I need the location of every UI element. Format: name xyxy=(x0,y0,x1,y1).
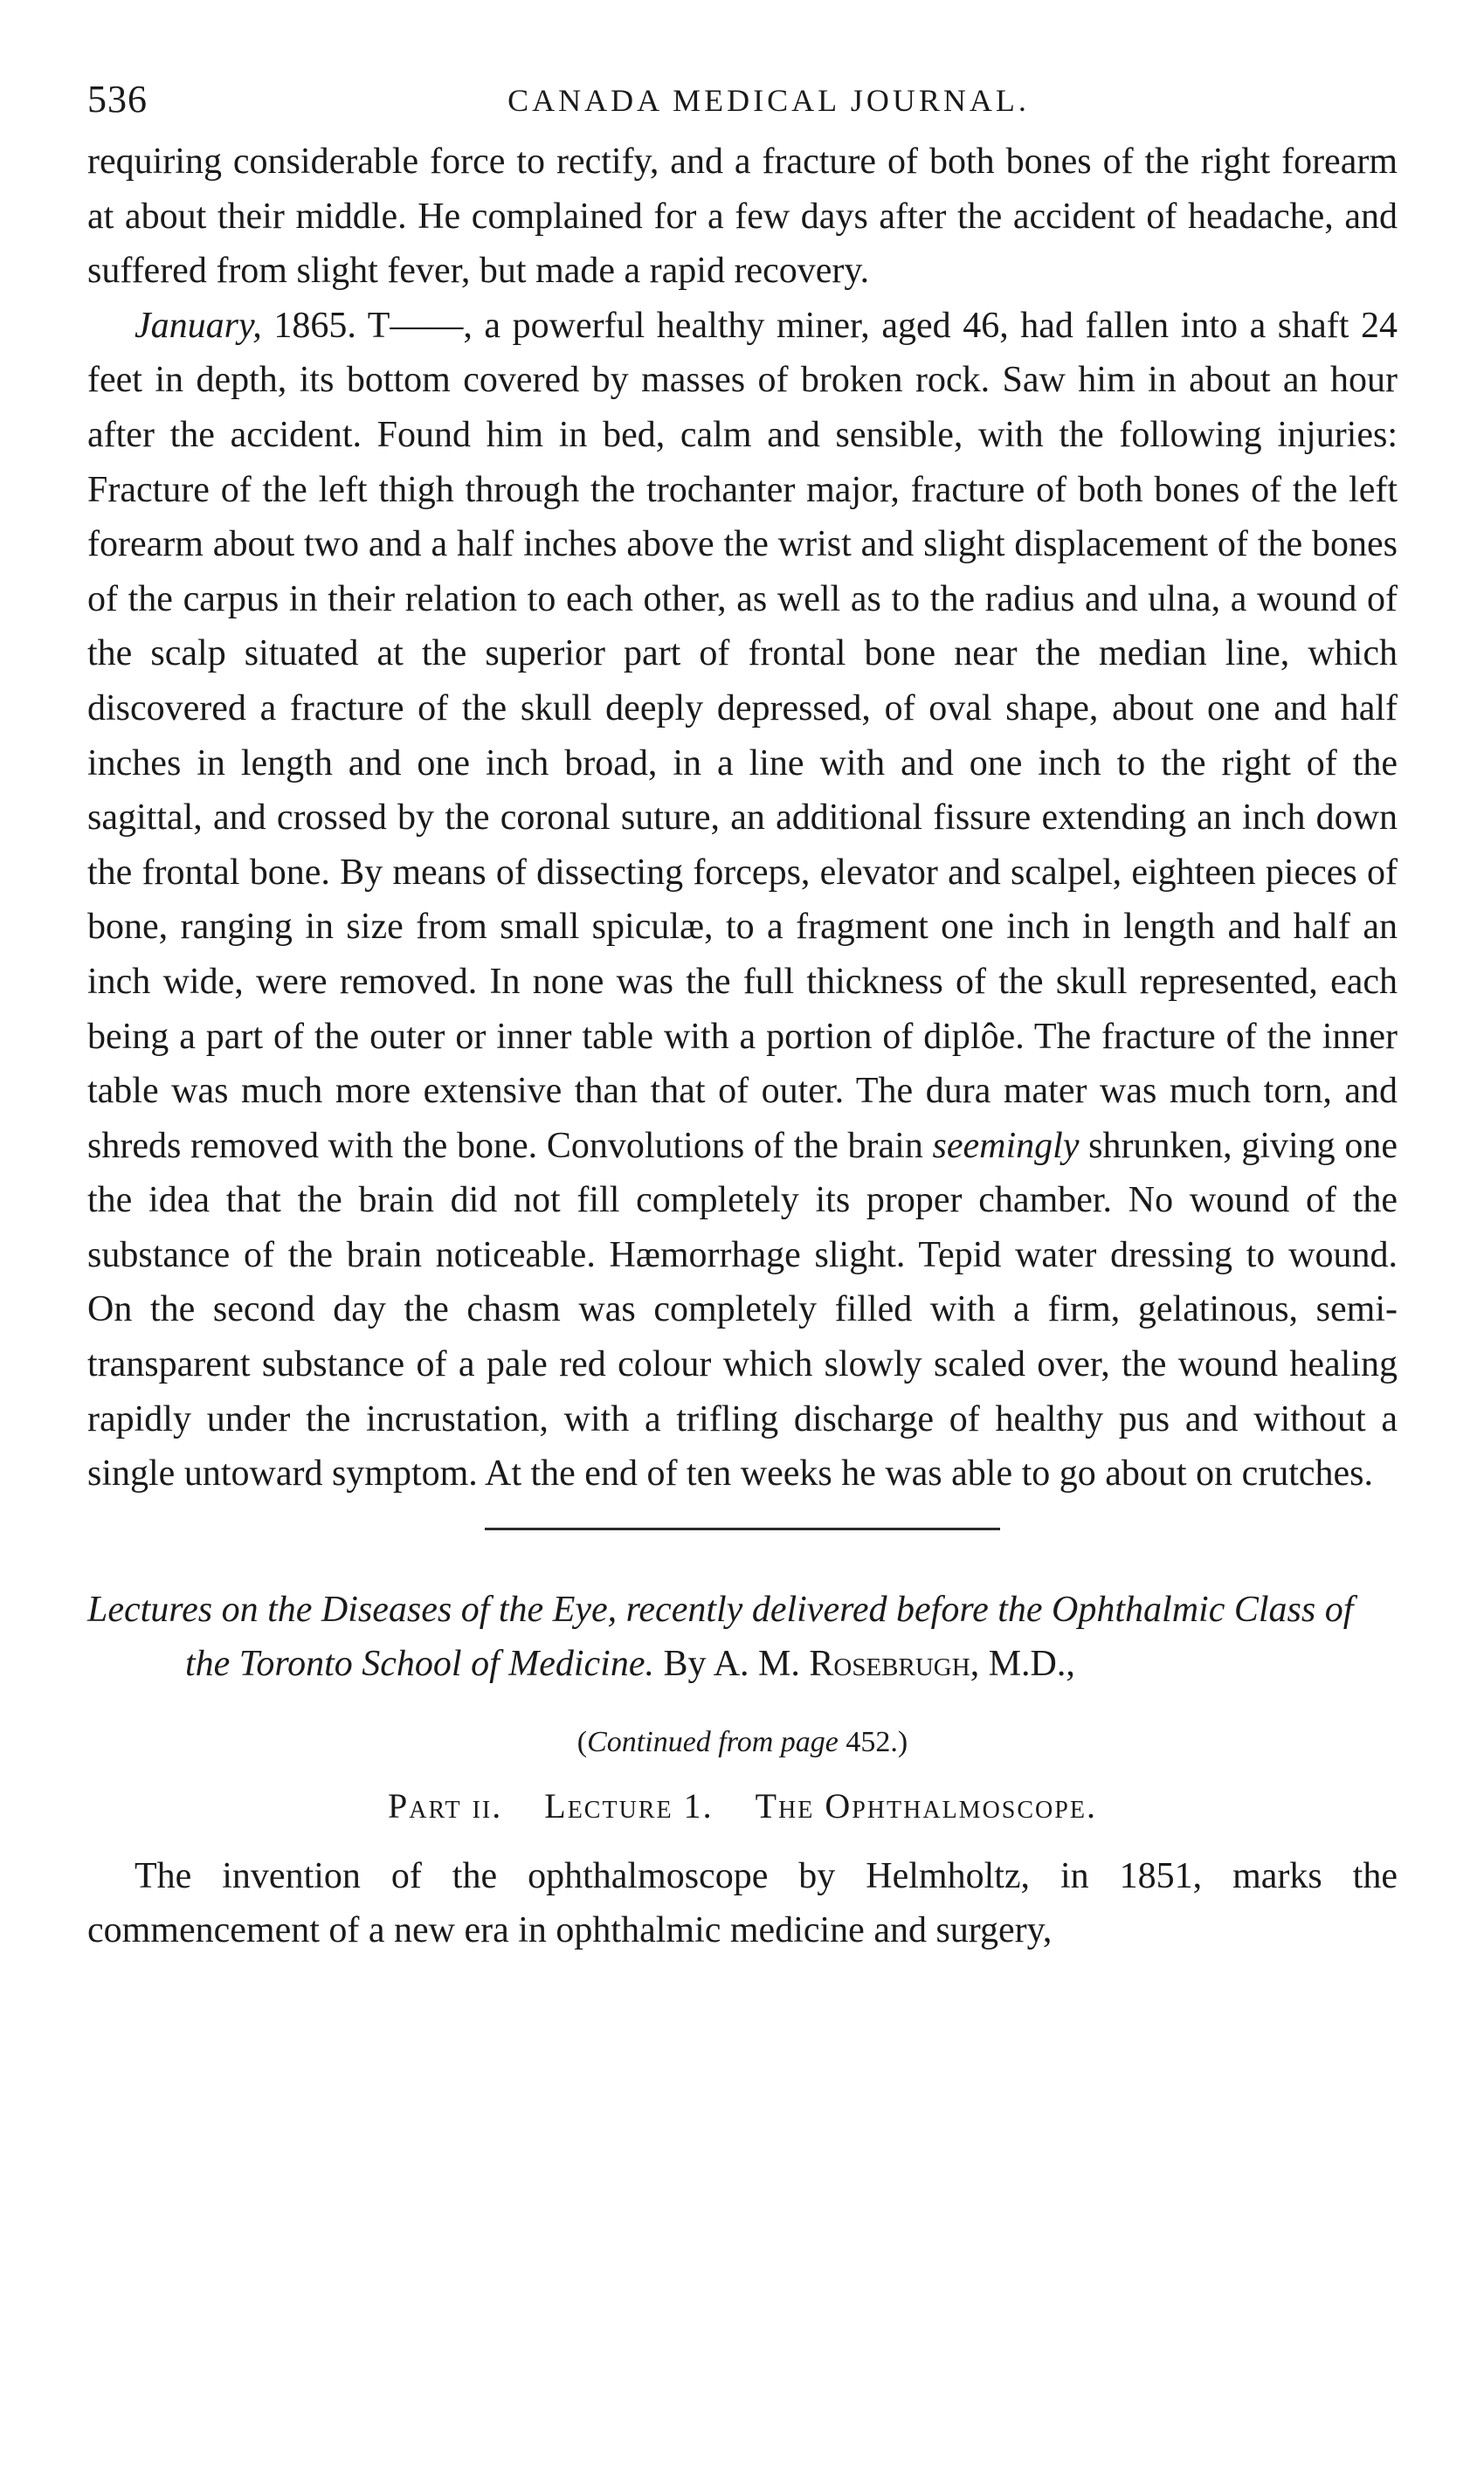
lecture-title: Lectures on the Diseases of the Eye, recently delivered before the Ophthalmic Class of the Toronto School of Medicine. xyxy=(87,1589,1354,1684)
journal-page xyxy=(87,61,1398,2454)
continued-italic: Continued from page xyxy=(587,1725,839,1758)
continued-page: 452.) xyxy=(838,1725,908,1758)
case-text-part-b: shrunken, giving one the idea that the brain did not fill completely its proper chamber. No wound of the substance of the brain noticeable. Hæmorrhage slight. Tepid water dressing to wound. On the second day the chasm was completely filled with a firm, gelatinous, semi-transparent substance of a pale red colour which slowly scaled over, the wound healing rapidly under the incrustation, with a trifling discharge of healthy pus and without a single untoward symptom. At the end of ten weeks he was able to go about on crutches. xyxy=(87,1125,1398,1494)
running-head xyxy=(87,61,1398,122)
case-text-part-a: 1865. T——, a powerful healthy miner, aged 46, had fallen into a shaft 24 feet in depth, its bottom covered by masses of broken rock. Saw him in about an hour after the accident. Found him in bed, calm and sensible, with the following injuries: Fracture of the left thigh through the trochanter major, fracture of both bones of the left forearm about two and a half inches above the wrist and slight displacement of the bones of the carpus in their relation to each other, as well as to the radius and ulna, a wound of the scalp situated at the superior part of frontal bone near the median line, which discovered a fracture of the skull deeply depressed, of oval shape, about one and half inches in length and one inch broad, in a line with and one inch to the right of the sagittal, and crossed by the coronal suture, an additional fissure extending an inch down the frontal bone. By means of dissecting forceps, elevator and scalpel, eighteen pieces of bone, ranging in size from small spiculæ, to a fragment one inch in length and half an inch wide, were removed. In none was the full thickness of the skull represented, each being a part of the outer or inner table with a portion of diplôe. The fracture of the inner table was much more extensive than that of outer. The dura mater was much torn, and shreds removed with the bone. Convolutions of the brain xyxy=(87,305,1398,1166)
case-italic-word: seemingly xyxy=(932,1125,1080,1166)
case-report-text xyxy=(87,135,1398,1501)
case-date: January, xyxy=(135,305,262,346)
lecture-label: Lecture 1. xyxy=(544,1785,714,1826)
case-paragraph-continuation: requiring considerable force to rectify, and a fracture of both bones of the right forearm at about their middle. He complained for a few days after the accident of headache, and suffered from slight fever, but made a rapid recovery. xyxy=(87,141,1398,292)
page-number: 536 xyxy=(87,78,148,121)
lecture-heading xyxy=(87,1583,1398,1691)
continued-open-paren: ( xyxy=(576,1725,588,1758)
case-paragraph-january-1865 xyxy=(87,299,1398,1501)
lecture-opening-paragraph: The invention of the ophthalmoscope by Helmholtz, in 1851, marks the commencement of a new era in ophthalmic medicine and surgery, xyxy=(87,1855,1398,1951)
subject-label: The Ophthalmoscope. xyxy=(755,1785,1097,1826)
section-divider-rule xyxy=(485,1528,1000,1530)
lecture-by: By A. M. xyxy=(654,1643,810,1684)
part-label: Part ii. xyxy=(388,1785,503,1826)
lecture-text xyxy=(87,1849,1398,1958)
continued-note xyxy=(87,1726,1398,1759)
part-heading xyxy=(87,1785,1398,1826)
lecture-author: Rosebrugh, M.D., xyxy=(809,1643,1075,1684)
journal-title: CANADA MEDICAL JOURNAL. xyxy=(507,83,1030,118)
